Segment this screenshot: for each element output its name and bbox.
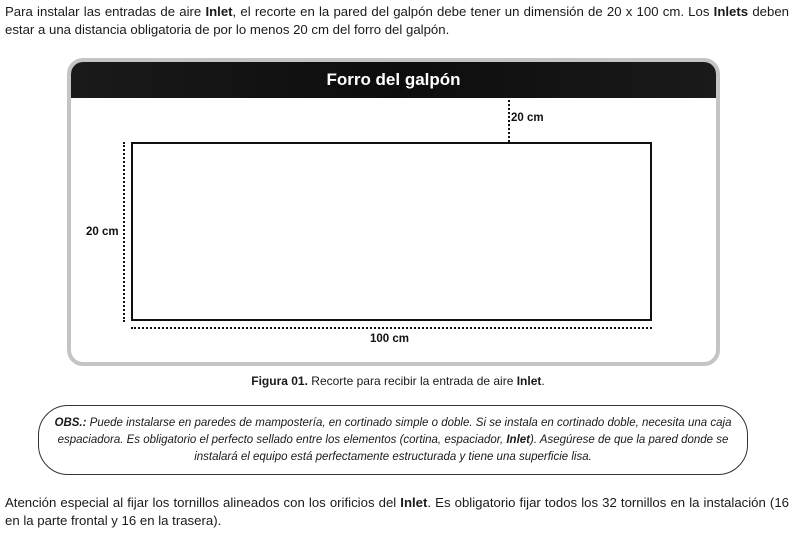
- outro-paragraph: [5, 494, 789, 530]
- bottom-width-line: [131, 327, 652, 329]
- top-distance-line: [508, 96, 510, 142]
- obs-text: [38, 415, 748, 466]
- caption-text: Recorte para recibir la entrada de aire: [307, 374, 517, 388]
- obs-label: OBS.:: [54, 417, 87, 429]
- bottom-width-label: 100 cm: [370, 333, 410, 345]
- intro-paragraph: [5, 3, 789, 39]
- obs-inlet-bold: Inlet: [506, 434, 530, 446]
- outro-text-2: . Es obligatorio fijar todos los 32 tornillos en la instalación (16 en la parte frontal y 16 en la trasera).: [5, 495, 789, 528]
- intro-text-2: , el recorte en la pared del galpón debe tener un dimensión de 20 x 100 cm. Los: [232, 4, 714, 19]
- outro-inlet-bold: Inlet: [400, 495, 428, 510]
- obs-text-2: ). Asegúrese de que la pared donde se instalará el equipo está perfectamente estructurada y tiene una superficie lisa.: [194, 434, 729, 463]
- top-distance-label: 20 cm: [511, 112, 544, 124]
- obs-text-1: Puede instalarse en paredes de mampostería, en cortinado simple o doble. Si se instala en cortinado doble, necesita una caja espaciadora. Es obligatorio el perfecto sellado entre los elementos (cortina, espaciador,: [57, 417, 732, 446]
- intro-text-1: Para instalar las entradas de aire: [5, 4, 206, 19]
- intro-text-3: deben estar a una distancia obligatoria de por lo menos 20 cm del forro del galpón.: [5, 4, 789, 37]
- intro-inlet-bold: Inlet: [205, 4, 233, 19]
- outro-text-1: Atención especial al fijar los tornillos alineados con los orificios del: [5, 495, 401, 510]
- figure-header: Forro del galpón: [71, 62, 716, 98]
- figure-caption: [0, 374, 796, 388]
- caption-label: Figura 01.: [251, 374, 308, 388]
- cutout-rectangle: [131, 142, 652, 321]
- caption-inlet-bold: Inlet: [516, 374, 542, 388]
- left-height-label: 20 cm: [86, 226, 119, 238]
- left-height-line: [123, 142, 125, 322]
- caption-end: .: [541, 374, 545, 388]
- intro-inlets-bold: Inlets: [713, 4, 749, 19]
